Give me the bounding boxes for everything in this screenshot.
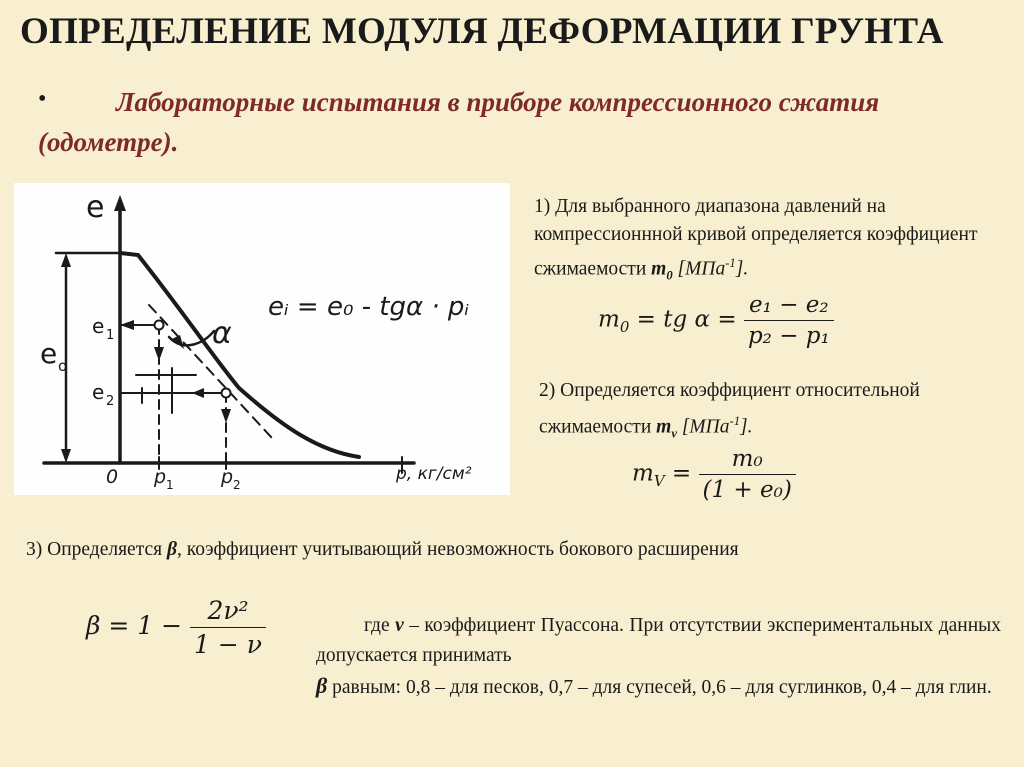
subtitle: Лабораторные испытания в приборе компрессионного сжатия (одометре). bbox=[38, 87, 880, 157]
alpha-label: α bbox=[212, 316, 232, 351]
formula-mv: $m_V$ = $\frac{\text{m₀}}{\text{(1 + e₀)}}$ bbox=[632, 446, 796, 503]
formula-m0: $m_0$ = tg α = $\frac{\text{e₁ − e₂}}{\text{p₂ − p₁}}$ bbox=[598, 292, 834, 349]
sketch-equation: eᵢ = e₀ - tgα · pᵢ bbox=[268, 292, 470, 322]
e0-label: e bbox=[40, 337, 58, 370]
curve-point-1 bbox=[155, 321, 164, 330]
svg-text:2: 2 bbox=[106, 394, 115, 409]
svg-text:1: 1 bbox=[106, 328, 115, 343]
compression-curve-sketch bbox=[14, 183, 510, 495]
svg-text:o: o bbox=[58, 357, 68, 375]
curve-point-2 bbox=[222, 389, 231, 398]
formula-mv-numerator: m₀ bbox=[699, 446, 796, 475]
formula-beta-denominator: 1 − ν bbox=[194, 630, 262, 659]
formula-beta: β = 1 − $\frac{\text{2ν²}}{1 - \nu}$ bbox=[86, 596, 266, 659]
page-title: ОПРЕДЕЛЕНИЕ МОДУЛЯ ДЕФОРМАЦИИ ГРУНТА bbox=[20, 11, 944, 52]
e1-label: e bbox=[92, 314, 105, 338]
step-2-text: 2) Определяется коэффициент относительной сжимаемости $m_v$ [МПа$^{-1}$]. bbox=[539, 380, 920, 441]
e-axis-arrow bbox=[114, 195, 126, 211]
step-1-text: 1) Для выбранного диапазона давлений на компрессионнной кривой определяется коэффициент сжимаемости $m_0$ [МПа$^{-1}$]. bbox=[534, 196, 978, 283]
poisson-note: где ν – коэффициент Пуассона. При отсутствии экспериментальных данных допускается принимать β равным: 0,8 – для песков, 0,7 – для супесей, 0,6 – для суглинков, 0,4 – для глин. bbox=[316, 615, 1001, 698]
p-axis-label: p, кг/см² bbox=[396, 464, 472, 484]
origin-label: 0 bbox=[106, 466, 119, 488]
bullet-marker: • bbox=[38, 86, 47, 112]
compression-curve bbox=[120, 253, 359, 457]
step-3-text: 3) Определяется β, коэффициент учитывающий невозможность бокового расширения bbox=[26, 539, 739, 560]
svg-text:1: 1 bbox=[166, 478, 174, 492]
formula-m0-numerator: e₁ − e₂ bbox=[744, 292, 834, 321]
e2-label: e bbox=[92, 380, 105, 404]
formula-beta-numerator: 2ν² bbox=[190, 596, 266, 628]
formula-m0-denominator: p₂ − p₁ bbox=[747, 323, 830, 349]
p1-label: p bbox=[154, 466, 167, 488]
formula-mv-denominator: (1 + e₀) bbox=[702, 477, 792, 503]
tangent-line bbox=[149, 305, 272, 438]
svg-text:2: 2 bbox=[233, 478, 241, 492]
e-axis-label: e bbox=[86, 190, 105, 225]
p2-label: p bbox=[221, 466, 234, 488]
